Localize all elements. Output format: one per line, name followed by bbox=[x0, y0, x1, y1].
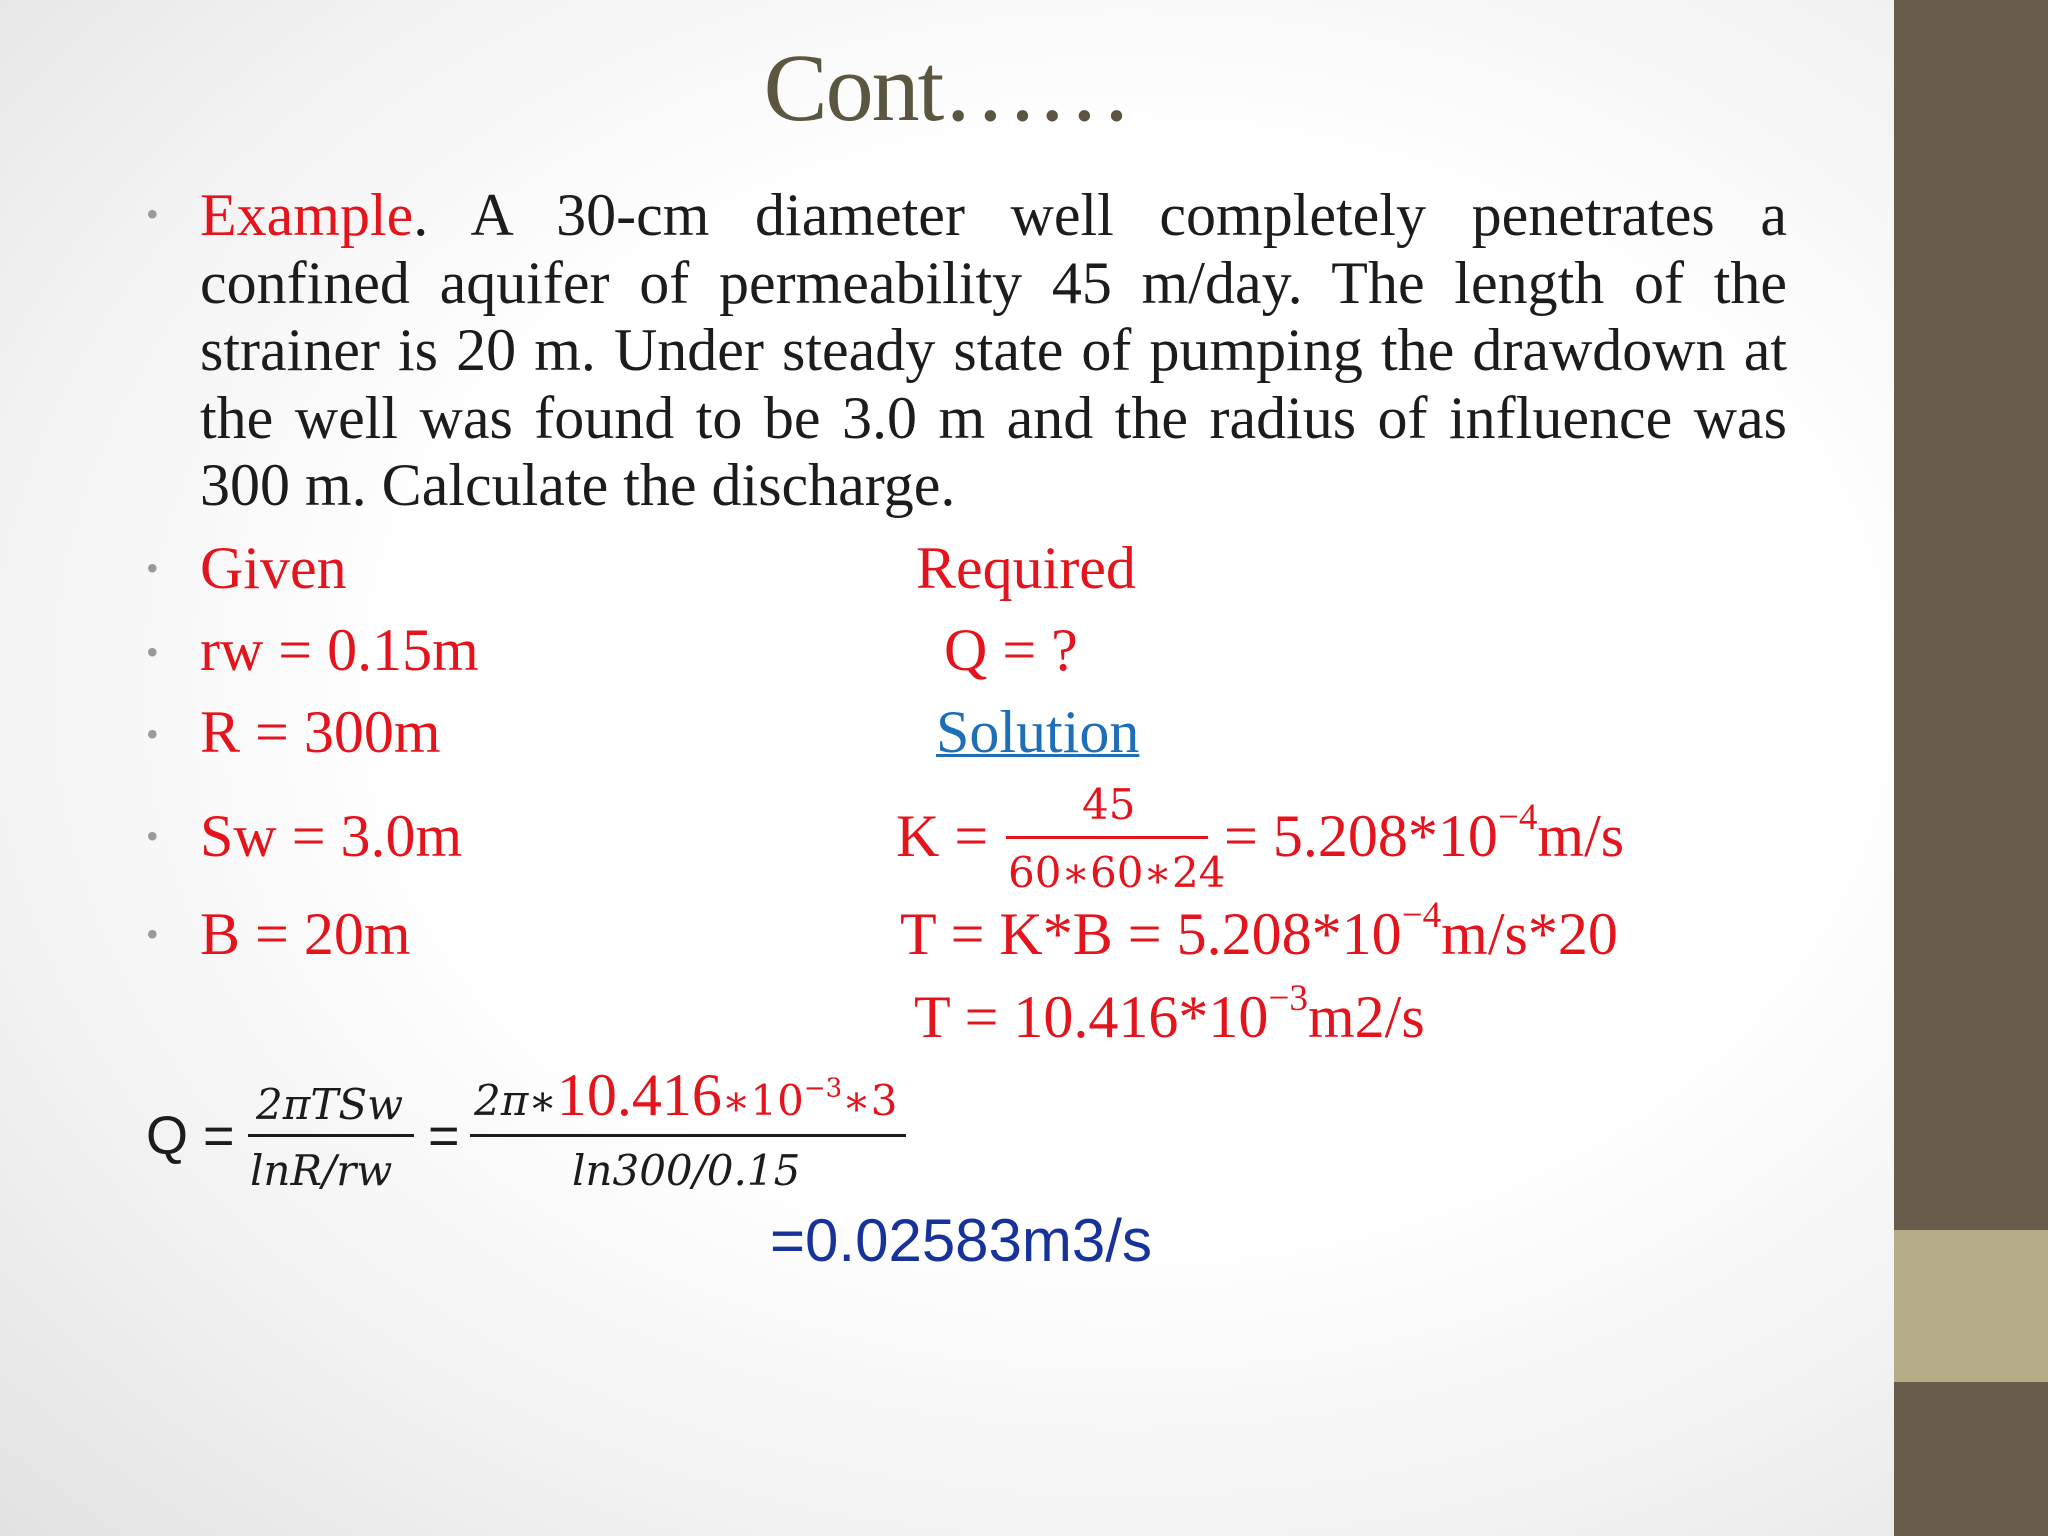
given-B: B = 20m bbox=[200, 901, 411, 967]
q-frac2-num-suffix: ∗3 bbox=[842, 1076, 898, 1125]
example-paragraph bbox=[200, 182, 1787, 520]
k-result bbox=[1224, 797, 1625, 871]
example-body: . A 30-cm diameter well completely penetrates a confined aquifer of permeability 45 m/day. The length of the strainer is 20 m. Under steady state of pumping the drawdown at the well was found to be 3.0 m and the radius of influence was 300 m. Calculate the discharge. bbox=[200, 182, 1787, 518]
q-frac2-num-mid: ∗10 bbox=[721, 1076, 804, 1125]
t-line1-exp: −4 bbox=[1401, 895, 1442, 937]
q-frac1-bar bbox=[248, 1134, 414, 1137]
q-equals-sign: = bbox=[428, 1106, 460, 1166]
t-line1-main: T = K*B = 5.208*10 bbox=[900, 901, 1402, 967]
required-q: Q = ? bbox=[944, 617, 1078, 683]
q-frac2-num-prefix: 2π∗ bbox=[474, 1076, 557, 1125]
k-prefix: K = bbox=[896, 803, 989, 869]
k-result-exp: −4 bbox=[1497, 797, 1538, 839]
given-rw: rw = 0.15m bbox=[200, 617, 479, 683]
bullet-Sw: • bbox=[146, 816, 159, 856]
q-result: =0.02583m3/s bbox=[770, 1207, 1152, 1274]
sidebar-accent-block bbox=[1894, 1230, 2048, 1382]
slide-title: Cont…… bbox=[763, 34, 1131, 141]
given-heading: Given bbox=[200, 535, 347, 601]
t-equation-line2 bbox=[914, 978, 1425, 1052]
bullet-rw: • bbox=[146, 632, 159, 672]
given-Sw: Sw = 3.0m bbox=[200, 803, 463, 869]
k-denominator: 60∗60∗24 bbox=[1008, 848, 1226, 897]
q-frac2-num-big: 10.416 bbox=[556, 1062, 722, 1128]
q-frac2-bar bbox=[470, 1134, 906, 1137]
bullet-R: • bbox=[146, 714, 159, 754]
solution-link[interactable]: Solution bbox=[936, 699, 1140, 765]
required-heading: Required bbox=[916, 535, 1136, 601]
q-frac1-denominator: lnR/rw bbox=[250, 1146, 393, 1195]
given-R: R = 300m bbox=[200, 699, 441, 765]
bullet-B: • bbox=[146, 914, 159, 954]
k-numerator: 45 bbox=[1082, 780, 1136, 829]
q-frac1-numerator: 2πTSw bbox=[256, 1080, 404, 1129]
t-line2-tail: m2/s bbox=[1307, 984, 1425, 1050]
q-label: Q = bbox=[146, 1106, 235, 1166]
bullet-example: • bbox=[146, 194, 159, 234]
t-line2-exp: −3 bbox=[1268, 978, 1308, 1020]
q-frac2-denominator: ln300/0.15 bbox=[572, 1146, 801, 1195]
q-frac2-numerator bbox=[474, 1062, 898, 1128]
k-result-unit: m/s bbox=[1537, 803, 1625, 869]
k-fraction-bar bbox=[1006, 836, 1208, 839]
t-line2-main: T = 10.416*10 bbox=[914, 984, 1269, 1050]
bullet-given: • bbox=[146, 548, 159, 588]
k-result-main: = 5.208*10 bbox=[1224, 803, 1498, 869]
t-equation-line1 bbox=[900, 895, 1618, 969]
t-line1-tail: m/s*20 bbox=[1441, 901, 1618, 967]
example-label: Example bbox=[200, 182, 414, 248]
q-frac2-num-exp: −3 bbox=[803, 1073, 843, 1104]
